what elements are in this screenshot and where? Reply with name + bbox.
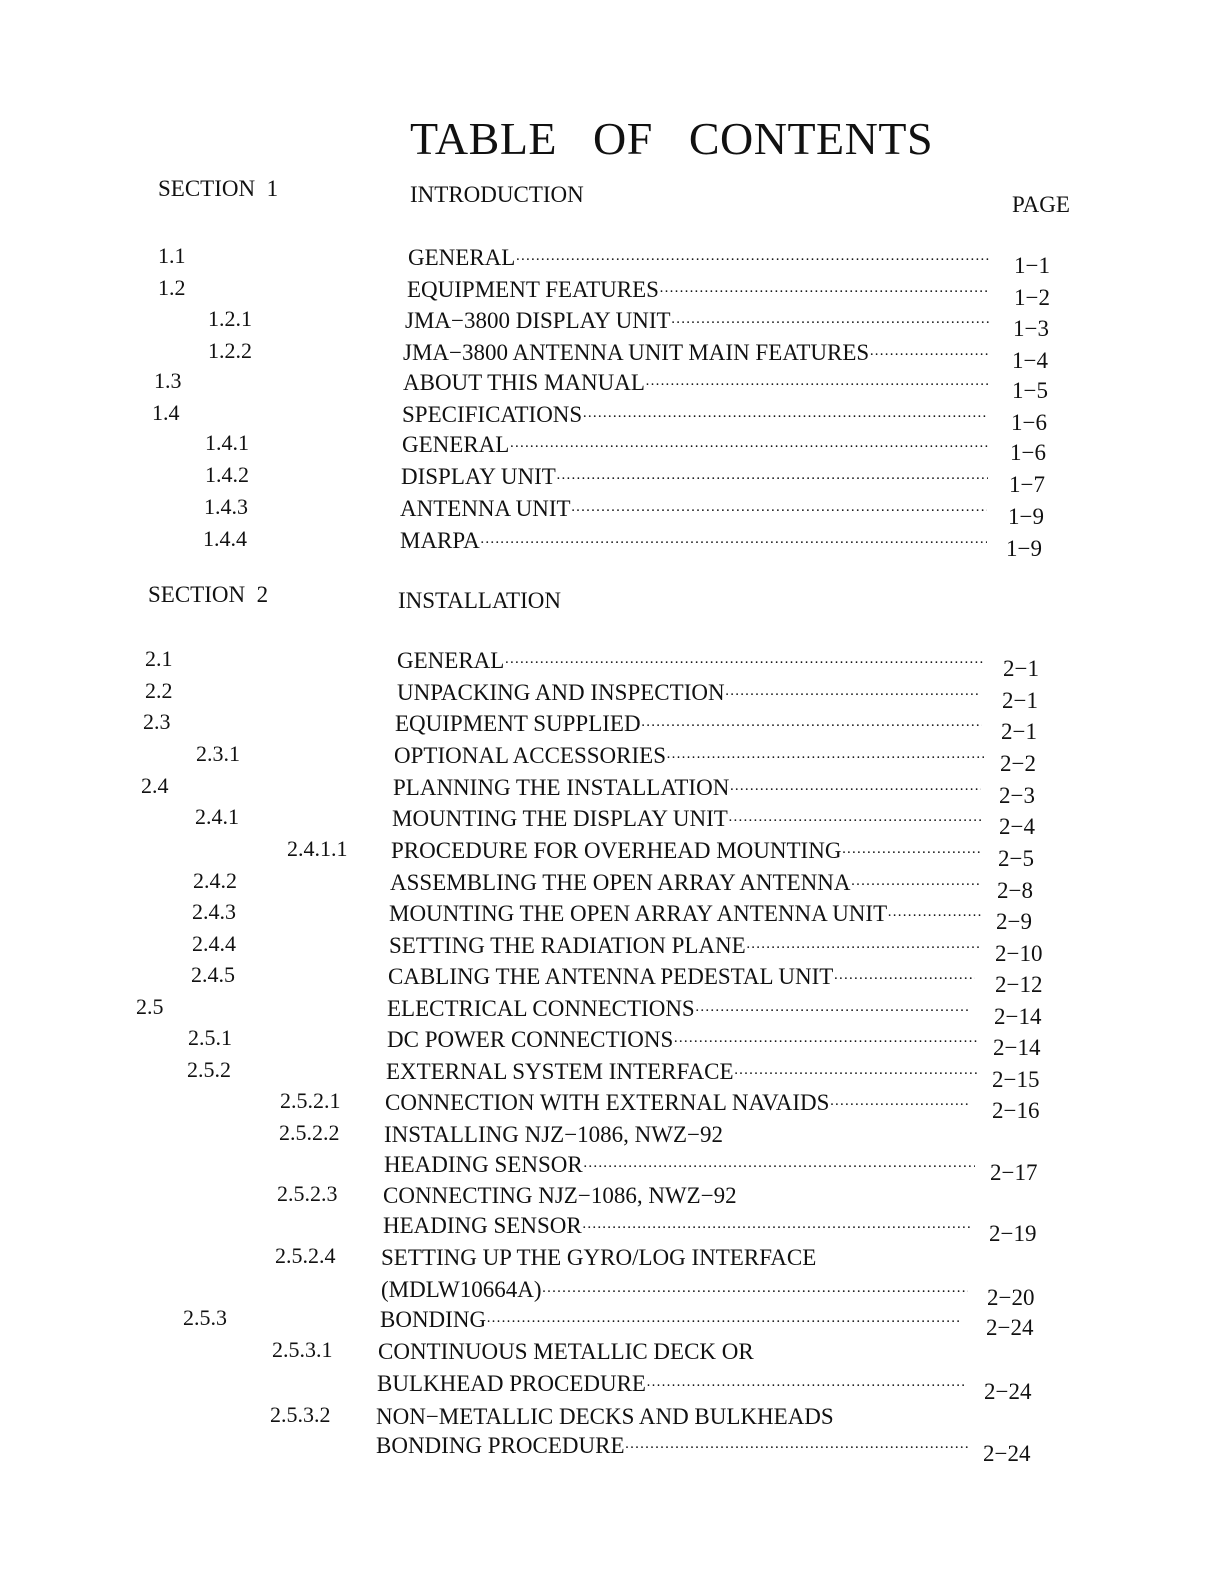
entry-number: 2.5.2.4 — [275, 1243, 336, 1268]
entry-number: 2.5.1 — [188, 1025, 232, 1050]
entry-page-number: 2−4 — [999, 814, 1035, 839]
entry-number: 2.5 — [136, 994, 164, 1019]
toc-entry[interactable] — [0, 494, 1224, 529]
entry-page-number: 1−9 — [1008, 504, 1044, 529]
entry-title: SETTING UP THE GYRO/LOG INTERFACE — [381, 1245, 817, 1270]
entry-title: CONNECTION WITH EXTERNAL NAVAIDS ····· — [385, 1088, 970, 1120]
entry-number: 2.5.2.2 — [279, 1120, 340, 1145]
entry-page-number: 1−5 — [1012, 378, 1048, 403]
entry-title: JMA−3800 DISPLAY UNIT ····· — [405, 306, 990, 338]
entry-title: PROCEDURE FOR OVERHEAD MOUNTING ····· — [391, 836, 981, 868]
toc-entry[interactable] — [0, 994, 1224, 1029]
toc-entry[interactable] — [0, 430, 1224, 465]
entry-page-number: 2−1 — [1001, 719, 1037, 744]
entry-page-number: 2−8 — [997, 878, 1033, 903]
entry-page-number: 2−17 — [990, 1160, 1038, 1185]
toc-entry[interactable] — [0, 1025, 1224, 1060]
toc-entry[interactable] — [0, 962, 1224, 997]
entry-number: 1.2.1 — [208, 306, 252, 331]
entry-title: GENERAL ····· — [402, 430, 988, 462]
entry-title: UNPACKING AND INSPECTION ····· — [397, 678, 980, 710]
entry-page-number: 2−20 — [987, 1285, 1035, 1310]
toc-entry[interactable] — [0, 773, 1224, 808]
entry-number: 1.2 — [158, 275, 186, 300]
entry-title: EQUIPMENT FEATURES ····· — [407, 275, 990, 307]
entry-title: OPTIONAL ACCESSORIES ····· — [394, 741, 984, 773]
entry-title: BONDING PROCEDURE ····· — [376, 1431, 968, 1463]
entry-page-number: 2−16 — [992, 1098, 1040, 1123]
entry-page-number: 2−1 — [1003, 656, 1039, 681]
entry-title: SPECIFICATIONS ····· — [402, 400, 988, 432]
toc-entry[interactable] — [0, 400, 1224, 435]
entry-page-number: 1−7 — [1009, 472, 1045, 497]
entry-number: 2.4.1 — [195, 804, 239, 829]
entry-title: MOUNTING THE DISPLAY UNIT ····· — [392, 804, 981, 836]
entry-page-number: 1−2 — [1014, 285, 1050, 310]
entry-title: JMA−3800 ANTENNA UNIT MAIN FEATURES ····· — [403, 338, 990, 370]
entry-page-number: 2−12 — [995, 972, 1043, 997]
entry-number: 2.4 — [141, 773, 169, 798]
entry-title: HEADING SENSOR ····· — [383, 1211, 970, 1243]
toc-entry[interactable] — [0, 1181, 1224, 1213]
entry-page-number: 2−5 — [998, 846, 1034, 871]
entry-title: ASSEMBLING THE OPEN ARRAY ANTENNA ····· — [390, 868, 980, 900]
toc-entry[interactable] — [0, 462, 1224, 497]
entry-page-number: 2−14 — [993, 1035, 1041, 1060]
entry-number: 2.4.5 — [191, 962, 235, 987]
entry-number: 2.5.2.3 — [277, 1181, 338, 1206]
entry-number: 1.4.1 — [205, 430, 249, 455]
toc-entry[interactable] — [0, 804, 1224, 839]
entry-title: CABLING THE ANTENNA PEDESTAL UNIT ····· — [388, 962, 975, 994]
entry-title: PLANNING THE INSTALLATION ····· — [393, 773, 981, 805]
entry-title: DISPLAY UNIT ····· — [401, 462, 988, 494]
entry-title: INSTALLING NJZ−1086, NWZ−92 — [384, 1122, 724, 1147]
entry-title: EXTERNAL SYSTEM INTERFACE ····· — [386, 1057, 978, 1089]
entry-number: 2.4.4 — [192, 931, 236, 956]
toc-entry[interactable] — [0, 368, 1224, 403]
entry-title: MOUNTING THE OPEN ARRAY ANTENNA UNIT ····· — [389, 899, 982, 931]
entry-title: ELECTRICAL CONNECTIONS ····· — [387, 994, 970, 1026]
entry-number: 2.4.1.1 — [287, 836, 348, 861]
entry-number: 1.4 — [152, 400, 180, 425]
entry-title: SETTING THE RADIATION PLANE ····· — [389, 931, 980, 963]
entry-title: GENERAL ····· — [397, 646, 984, 678]
entry-title: MARPA ····· — [400, 526, 987, 558]
entry-page-number: 1−1 — [1014, 253, 1050, 278]
toc-entry[interactable] — [0, 646, 1224, 681]
toc-entry[interactable] — [0, 899, 1224, 934]
toc-entry[interactable] — [0, 1211, 1224, 1246]
page-title: TABLE OF CONTENTS — [410, 113, 934, 164]
entry-title: ABOUT THIS MANUAL ····· — [403, 368, 988, 400]
entry-number: 2.3 — [143, 709, 171, 734]
entry-number: 2.5.2.1 — [280, 1088, 341, 1113]
entry-title: BULKHEAD PROCEDURE ····· — [377, 1369, 966, 1401]
toc-entry[interactable] — [0, 1275, 1224, 1310]
entry-page-number: 2−24 — [986, 1315, 1034, 1340]
toc-entry[interactable] — [0, 868, 1224, 903]
entry-number: 2.2 — [145, 678, 173, 703]
entry-number: 2.1 — [145, 646, 173, 671]
entry-number: 2.4.3 — [192, 899, 236, 924]
entry-title: (MDLW10664A) ····· — [381, 1275, 968, 1307]
entry-page-number: 2−14 — [994, 1004, 1042, 1029]
entry-number: 2.5.3.2 — [270, 1402, 331, 1427]
toc-entry[interactable] — [0, 243, 1224, 278]
toc-entry[interactable] — [0, 526, 1224, 561]
entry-number: 1.4.2 — [205, 462, 249, 487]
entry-title: NON−METALLIC DECKS AND BULKHEADS — [376, 1404, 834, 1429]
entry-page-number: 1−4 — [1012, 348, 1048, 373]
toc-entry[interactable] — [0, 338, 1224, 373]
toc-entry[interactable] — [0, 275, 1224, 310]
entry-number: 2.5.3.1 — [272, 1337, 333, 1362]
entry-title: DC POWER CONNECTIONS ····· — [387, 1025, 977, 1057]
toc-entry[interactable] — [0, 306, 1224, 341]
entry-number: 1.3 — [154, 368, 182, 393]
entry-number: 2.5.2 — [187, 1057, 231, 1082]
toc-entry[interactable] — [0, 931, 1224, 966]
entry-page-number: 1−6 — [1011, 410, 1047, 435]
toc-entry[interactable] — [0, 1057, 1224, 1092]
entry-title: CONNECTING NJZ−1086, NWZ−92 — [383, 1183, 737, 1208]
toc-entry[interactable] — [0, 1431, 1224, 1466]
entry-page-number: 2−24 — [983, 1441, 1031, 1466]
section-1-number: SECTION 1 — [158, 176, 279, 201]
entry-number: 1.4.3 — [204, 494, 248, 519]
toc-entry[interactable] — [0, 1305, 1224, 1340]
entry-page-number: 2−9 — [996, 909, 1032, 934]
section-2-title: INSTALLATION — [398, 588, 561, 613]
entry-number: 1.4.4 — [203, 526, 247, 551]
entry-page-number: 1−9 — [1006, 536, 1042, 561]
entry-page-number: 2−19 — [989, 1221, 1037, 1246]
entry-number: 1.2.2 — [208, 338, 252, 363]
entry-page-number: 1−6 — [1010, 440, 1046, 465]
toc-entry[interactable] — [0, 741, 1224, 776]
toc-entry[interactable] — [0, 678, 1224, 713]
entry-number: 1.1 — [158, 243, 186, 268]
entry-page-number: 2−2 — [1000, 751, 1036, 776]
entry-number: 2.3.1 — [196, 741, 240, 766]
entry-number: 2.5.3 — [183, 1305, 227, 1330]
section-2-number: SECTION 2 — [148, 582, 269, 607]
entry-title: BONDING ····· — [380, 1305, 962, 1337]
page-column-header: PAGE — [1012, 192, 1070, 217]
toc-entry[interactable] — [0, 1088, 1224, 1123]
entry-page-number: 2−1 — [1002, 688, 1038, 713]
entry-page-number: 2−15 — [992, 1067, 1040, 1092]
entry-title: EQUIPMENT SUPPLIED ····· — [395, 709, 982, 741]
toc-entry[interactable] — [0, 1337, 1224, 1369]
entry-title: GENERAL ····· — [408, 243, 990, 275]
entry-title: CONTINUOUS METALLIC DECK OR — [378, 1339, 754, 1364]
toc-entry[interactable] — [0, 836, 1224, 871]
entry-title: HEADING SENSOR ····· — [384, 1150, 975, 1182]
toc-entry[interactable] — [0, 1150, 1224, 1185]
section-1-title: INTRODUCTION — [410, 182, 584, 207]
toc-entry[interactable] — [0, 1120, 1224, 1152]
toc-entry[interactable] — [0, 1369, 1224, 1404]
entry-number: 2.4.2 — [193, 868, 237, 893]
entry-page-number: 2−24 — [984, 1379, 1032, 1404]
entry-page-number: 2−3 — [999, 783, 1035, 808]
toc-entry[interactable] — [0, 1243, 1224, 1275]
entry-page-number: 2−10 — [995, 941, 1043, 966]
entry-page-number: 1−3 — [1013, 316, 1049, 341]
toc-entry[interactable] — [0, 1402, 1224, 1434]
toc-entry[interactable] — [0, 709, 1224, 744]
entry-title: ANTENNA UNIT ····· — [400, 494, 987, 526]
